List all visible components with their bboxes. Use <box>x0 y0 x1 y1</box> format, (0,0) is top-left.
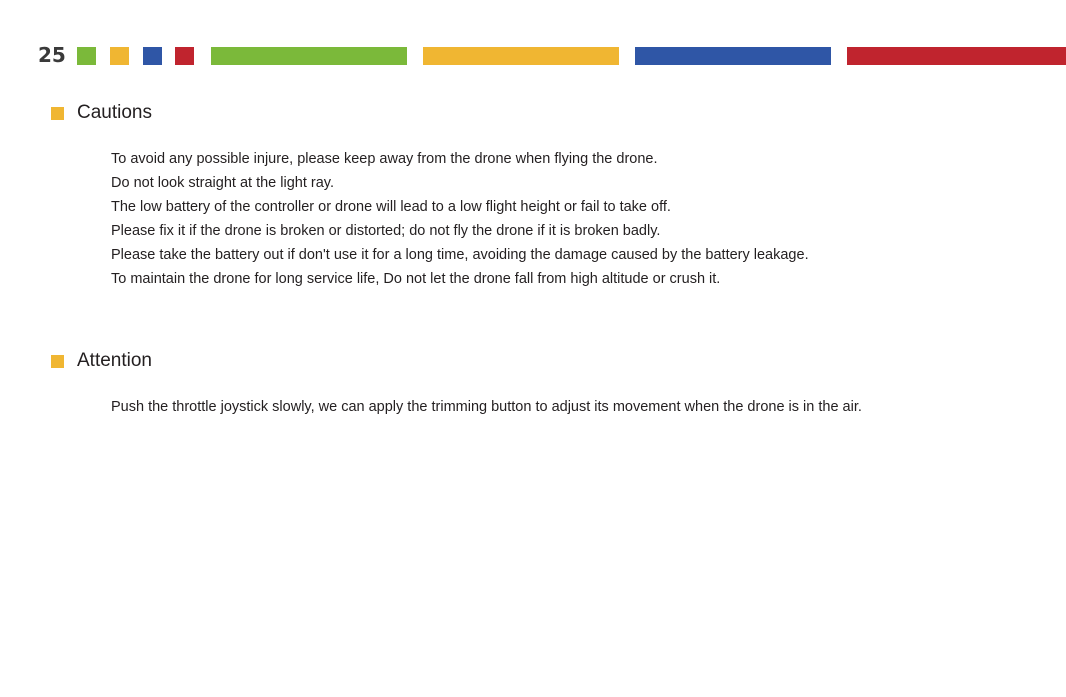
list-item: Do not look straight at the light ray. <box>111 175 334 191</box>
section-title: Cautions <box>77 102 152 123</box>
yellow-square <box>110 47 129 65</box>
blue-square <box>143 47 162 65</box>
red-bar <box>847 47 1066 65</box>
bullet-square-icon <box>51 355 64 368</box>
red-square <box>175 47 194 65</box>
attention-list <box>111 395 862 419</box>
list-item: To maintain the drone for long service life, Do not let the drone fall from high altitude or crush it. <box>111 271 721 287</box>
green-square <box>77 47 96 65</box>
bullet-square-icon <box>51 107 64 120</box>
list-item: To avoid any possible injure, please keep away from the drone when flying the drone. <box>111 151 658 167</box>
list-item: Push the throttle joystick slowly, we can apply the trimming button to adjust its movement when the drone is in the air. <box>111 399 862 415</box>
blue-bar <box>635 47 831 65</box>
list-item: Please take the battery out if don't use it for a long time, avoiding the damage caused by the battery leakage. <box>111 247 809 263</box>
green-bar <box>211 47 407 65</box>
page-header <box>0 43 1066 67</box>
page-number: 25 <box>38 43 66 67</box>
list-item: The low battery of the controller or drone will lead to a low flight height or fail to take off. <box>111 199 671 215</box>
cautions-list <box>111 147 809 291</box>
list-item: Please fix it if the drone is broken or distorted; do not fly the drone if it is broken badly. <box>111 223 661 239</box>
section-title: Attention <box>77 350 152 371</box>
yellow-bar <box>423 47 619 65</box>
